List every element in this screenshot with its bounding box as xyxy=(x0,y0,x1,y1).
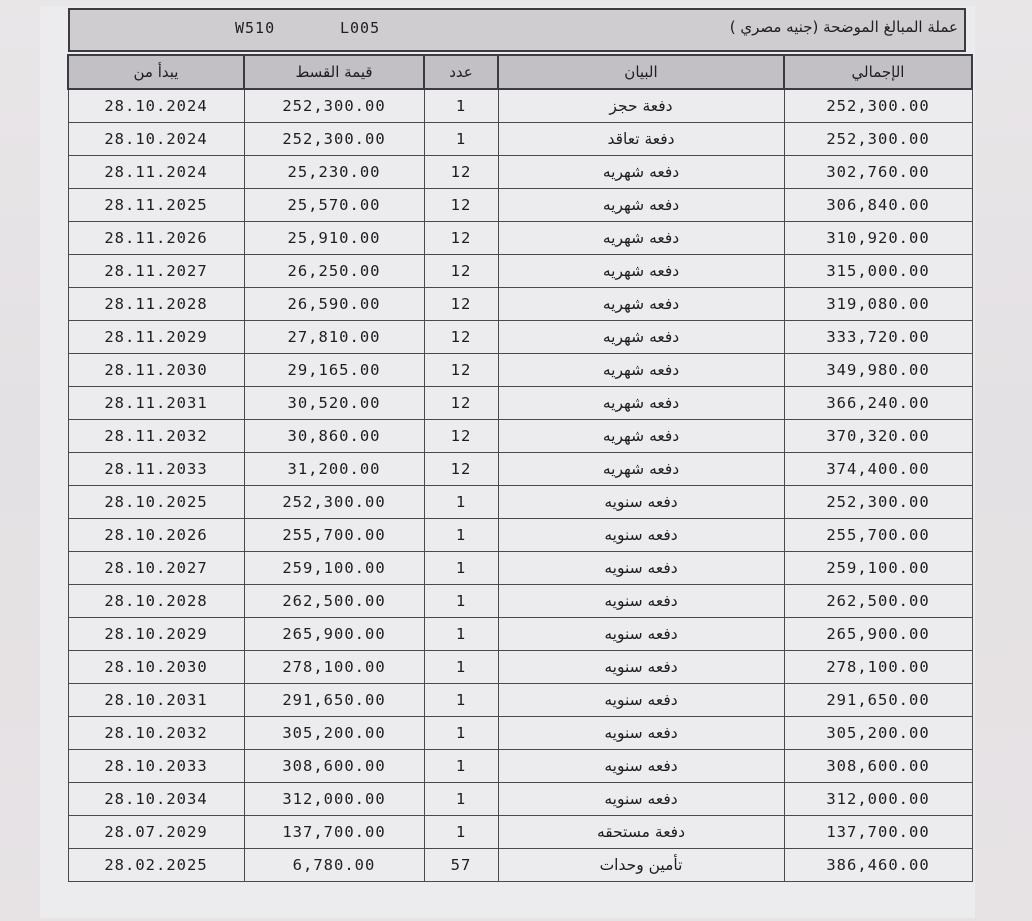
table-row xyxy=(68,321,972,354)
total-cell: 259,100.00 xyxy=(784,552,972,585)
table-row xyxy=(68,750,972,783)
installment-value-cell: 308,600.00 xyxy=(244,750,424,783)
installment-value-cell: 137,700.00 xyxy=(244,816,424,849)
count-cell: 1 xyxy=(424,585,498,618)
count-cell: 1 xyxy=(424,717,498,750)
currency-note: عملة المبالغ الموضحة (جنيه مصري ) xyxy=(729,18,958,36)
installment-value-cell: 29,165.00 xyxy=(244,354,424,387)
installment-value-cell: 265,900.00 xyxy=(244,618,424,651)
start-date-cell: 28.11.2027 xyxy=(68,255,244,288)
table-row xyxy=(68,255,972,288)
total-cell: 291,650.00 xyxy=(784,684,972,717)
total-cell: 366,240.00 xyxy=(784,387,972,420)
table-row xyxy=(68,486,972,519)
installment-value-cell: 262,500.00 xyxy=(244,585,424,618)
unit-number-code: L005 xyxy=(340,19,381,37)
start-date-cell: 28.10.2025 xyxy=(68,486,244,519)
table-row xyxy=(68,519,972,552)
total-cell: 315,000.00 xyxy=(784,255,972,288)
installment-value-cell: 252,300.00 xyxy=(244,123,424,156)
table-row xyxy=(68,288,972,321)
start-date-cell: 28.11.2025 xyxy=(68,189,244,222)
installment-value-cell: 30,520.00 xyxy=(244,387,424,420)
installment-value-cell: 30,860.00 xyxy=(244,420,424,453)
total-cell: 252,300.00 xyxy=(784,486,972,519)
table-row xyxy=(68,453,972,486)
start-date-cell: 28.10.2031 xyxy=(68,684,244,717)
start-date-cell: 28.02.2025 xyxy=(68,849,244,882)
description-cell: دفعه شهريه xyxy=(498,354,784,387)
installment-value-cell: 278,100.00 xyxy=(244,651,424,684)
column-header-total: الإجمالي xyxy=(784,55,972,89)
description-cell: دفعه سنويه xyxy=(498,585,784,618)
description-cell: دفعه سنويه xyxy=(498,618,784,651)
description-cell: دفعة مستحقه xyxy=(498,816,784,849)
description-cell: دفعه شهريه xyxy=(498,156,784,189)
table-row xyxy=(68,849,972,882)
count-cell: 12 xyxy=(424,156,498,189)
description-cell: دفعه شهريه xyxy=(498,321,784,354)
start-date-cell: 28.07.2029 xyxy=(68,816,244,849)
start-date-cell: 28.11.2032 xyxy=(68,420,244,453)
start-date-cell: 28.11.2031 xyxy=(68,387,244,420)
table-row xyxy=(68,354,972,387)
start-date-cell: 28.11.2026 xyxy=(68,222,244,255)
start-date-cell: 28.10.2024 xyxy=(68,123,244,156)
total-cell: 308,600.00 xyxy=(784,750,972,783)
total-cell: 374,400.00 xyxy=(784,453,972,486)
count-cell: 1 xyxy=(424,783,498,816)
installment-value-cell: 6,780.00 xyxy=(244,849,424,882)
start-date-cell: 28.10.2030 xyxy=(68,651,244,684)
table-row xyxy=(68,156,972,189)
description-cell: دفعه شهريه xyxy=(498,255,784,288)
start-date-cell: 28.10.2024 xyxy=(68,89,244,123)
total-cell: 305,200.00 xyxy=(784,717,972,750)
description-cell: دفعه شهريه xyxy=(498,420,784,453)
installment-value-cell: 259,100.00 xyxy=(244,552,424,585)
count-cell: 1 xyxy=(424,519,498,552)
table-row xyxy=(68,618,972,651)
start-date-cell: 28.11.2029 xyxy=(68,321,244,354)
start-date-cell: 28.11.2028 xyxy=(68,288,244,321)
count-cell: 12 xyxy=(424,288,498,321)
installment-value-cell: 255,700.00 xyxy=(244,519,424,552)
description-cell: دفعه سنويه xyxy=(498,684,784,717)
installment-value-cell: 25,230.00 xyxy=(244,156,424,189)
start-date-cell: 28.10.2034 xyxy=(68,783,244,816)
payment-schedule-table xyxy=(67,54,973,882)
description-cell: دفعه سنويه xyxy=(498,717,784,750)
count-cell: 1 xyxy=(424,816,498,849)
table-row xyxy=(68,552,972,585)
count-cell: 12 xyxy=(424,189,498,222)
table-header-row xyxy=(68,55,972,89)
column-header-count: عدد xyxy=(424,55,498,89)
installment-value-cell: 312,000.00 xyxy=(244,783,424,816)
description-cell: دفعه سنويه xyxy=(498,783,784,816)
count-cell: 1 xyxy=(424,123,498,156)
count-cell: 1 xyxy=(424,750,498,783)
total-cell: 252,300.00 xyxy=(784,89,972,123)
table-body xyxy=(68,89,972,882)
count-cell: 57 xyxy=(424,849,498,882)
total-cell: 262,500.00 xyxy=(784,585,972,618)
table-row xyxy=(68,387,972,420)
table-row xyxy=(68,651,972,684)
total-cell: 312,000.00 xyxy=(784,783,972,816)
installment-value-cell: 27,810.00 xyxy=(244,321,424,354)
table-row xyxy=(68,717,972,750)
count-cell: 1 xyxy=(424,486,498,519)
count-cell: 12 xyxy=(424,354,498,387)
description-cell: تأمين وحدات xyxy=(498,849,784,882)
total-cell: 386,460.00 xyxy=(784,849,972,882)
count-cell: 12 xyxy=(424,222,498,255)
column-header-start-date: يبدأ من xyxy=(68,55,244,89)
count-cell: 12 xyxy=(424,420,498,453)
table-row xyxy=(68,189,972,222)
column-header-installment-value: قيمة القسط xyxy=(244,55,424,89)
start-date-cell: 28.10.2026 xyxy=(68,519,244,552)
count-cell: 1 xyxy=(424,651,498,684)
description-cell: دفعه شهريه xyxy=(498,453,784,486)
start-date-cell: 28.10.2027 xyxy=(68,552,244,585)
start-date-cell: 28.11.2024 xyxy=(68,156,244,189)
table-row xyxy=(68,420,972,453)
total-cell: 278,100.00 xyxy=(784,651,972,684)
start-date-cell: 28.10.2028 xyxy=(68,585,244,618)
count-cell: 12 xyxy=(424,321,498,354)
installment-value-cell: 31,200.00 xyxy=(244,453,424,486)
installment-value-cell: 25,570.00 xyxy=(244,189,424,222)
installment-value-cell: 26,250.00 xyxy=(244,255,424,288)
installment-value-cell: 25,910.00 xyxy=(244,222,424,255)
total-cell: 310,920.00 xyxy=(784,222,972,255)
table-row xyxy=(68,684,972,717)
total-cell: 349,980.00 xyxy=(784,354,972,387)
start-date-cell: 28.11.2033 xyxy=(68,453,244,486)
column-header-description: البيان xyxy=(498,55,784,89)
start-date-cell: 28.10.2029 xyxy=(68,618,244,651)
count-cell: 1 xyxy=(424,618,498,651)
table-row xyxy=(68,222,972,255)
total-cell: 306,840.00 xyxy=(784,189,972,222)
description-cell: دفعه سنويه xyxy=(498,552,784,585)
installment-value-cell: 252,300.00 xyxy=(244,486,424,519)
unit-building-code: W510 xyxy=(235,19,276,37)
table-row xyxy=(68,123,972,156)
installment-value-cell: 26,590.00 xyxy=(244,288,424,321)
installment-value-cell: 291,650.00 xyxy=(244,684,424,717)
description-cell: دفعه شهريه xyxy=(498,387,784,420)
start-date-cell: 28.10.2032 xyxy=(68,717,244,750)
total-cell: 255,700.00 xyxy=(784,519,972,552)
count-cell: 1 xyxy=(424,552,498,585)
count-cell: 1 xyxy=(424,684,498,717)
installment-value-cell: 252,300.00 xyxy=(244,89,424,123)
total-cell: 333,720.00 xyxy=(784,321,972,354)
table-row xyxy=(68,783,972,816)
count-cell: 12 xyxy=(424,453,498,486)
total-cell: 370,320.00 xyxy=(784,420,972,453)
count-cell: 1 xyxy=(424,89,498,123)
table-row xyxy=(68,89,972,123)
description-cell: دفعه شهريه xyxy=(498,189,784,222)
document-header-bar xyxy=(68,8,966,52)
description-cell: دفعة حجز xyxy=(498,89,784,123)
description-cell: دفعه شهريه xyxy=(498,222,784,255)
installment-value-cell: 305,200.00 xyxy=(244,717,424,750)
table-row xyxy=(68,585,972,618)
total-cell: 137,700.00 xyxy=(784,816,972,849)
description-cell: دفعه سنويه xyxy=(498,486,784,519)
description-cell: دفعة تعاقد xyxy=(498,123,784,156)
start-date-cell: 28.11.2030 xyxy=(68,354,244,387)
description-cell: دفعه سنويه xyxy=(498,519,784,552)
count-cell: 12 xyxy=(424,255,498,288)
description-cell: دفعه شهريه xyxy=(498,288,784,321)
description-cell: دفعه سنويه xyxy=(498,750,784,783)
total-cell: 302,760.00 xyxy=(784,156,972,189)
start-date-cell: 28.10.2033 xyxy=(68,750,244,783)
total-cell: 319,080.00 xyxy=(784,288,972,321)
total-cell: 265,900.00 xyxy=(784,618,972,651)
total-cell: 252,300.00 xyxy=(784,123,972,156)
table-row xyxy=(68,816,972,849)
count-cell: 12 xyxy=(424,387,498,420)
description-cell: دفعه سنويه xyxy=(498,651,784,684)
